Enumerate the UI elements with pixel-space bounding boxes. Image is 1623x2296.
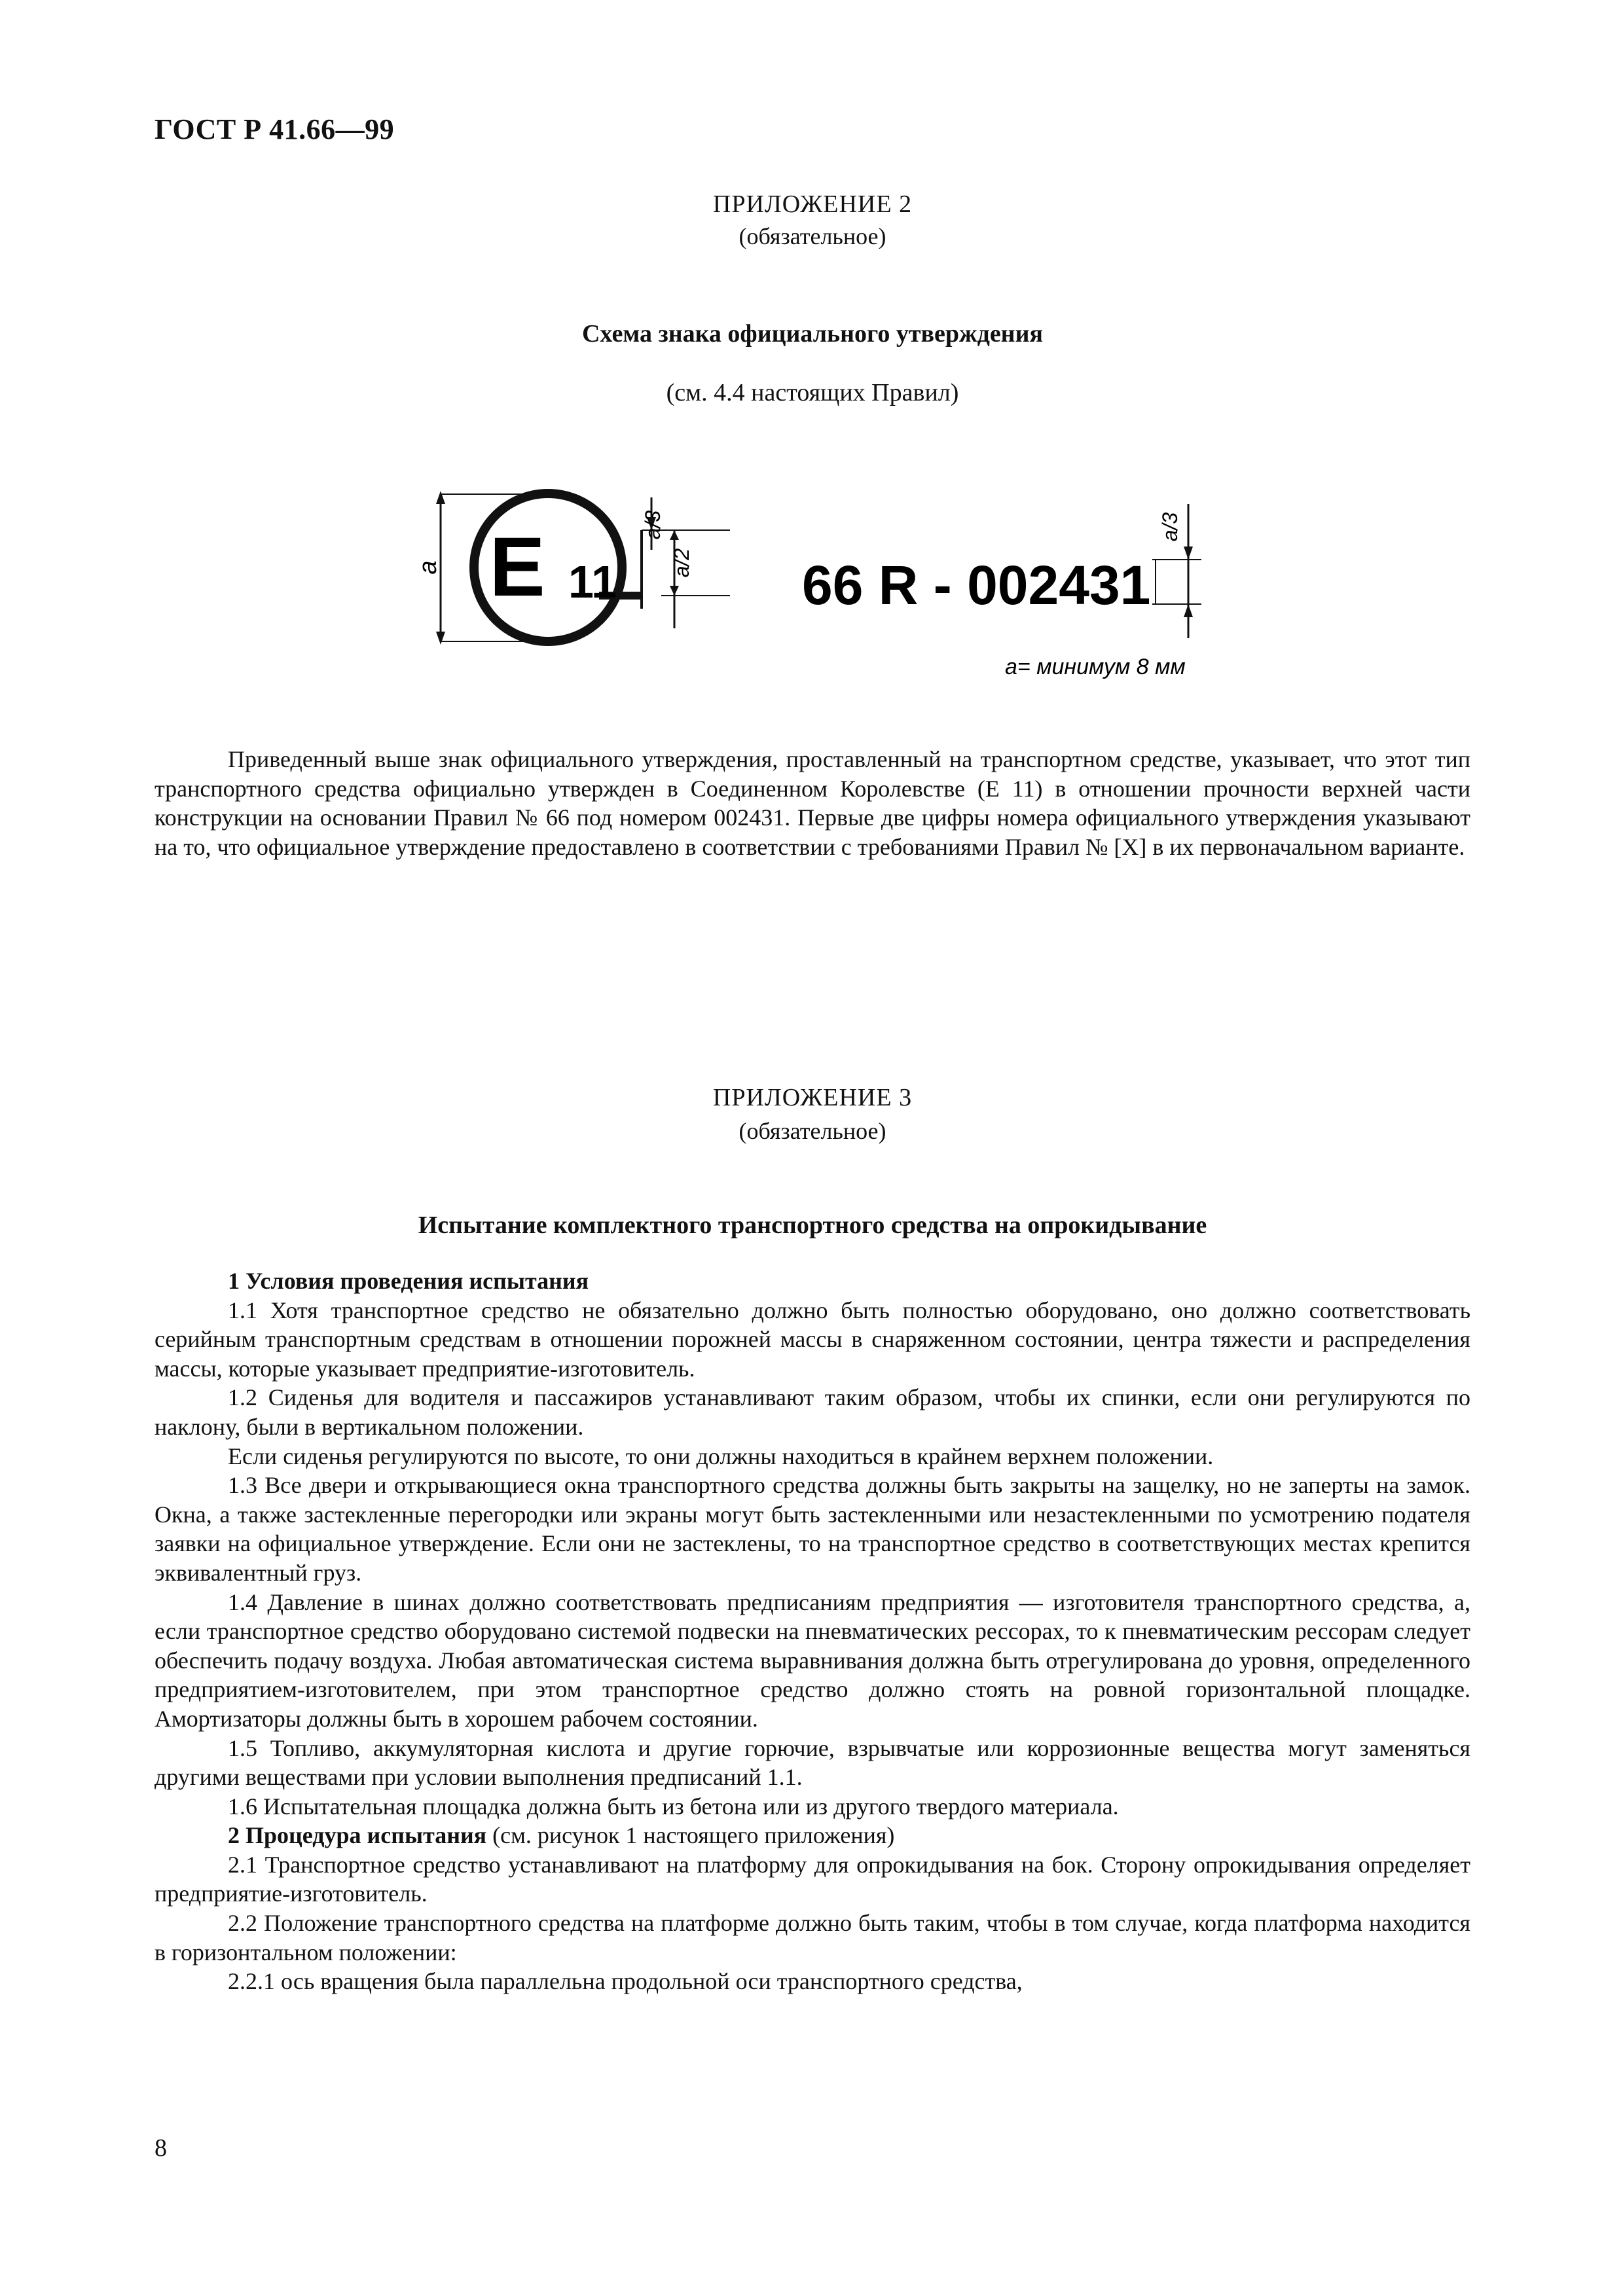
paragraph-1-6: 1.6 Испытательная площадка должна быть из бетона или из другого твердого материала. bbox=[228, 1793, 1119, 1820]
page-number: 8 bbox=[155, 2134, 167, 2162]
paragraph-1-3: 1.3 Все двери и открывающиеся окна транспортного средства должны быть закрыты на защелку, но не заперты на замок. Окна, а также застекленные перегородки или экраны могут быть застекленными или незастекленными по усмотрению подателя заявки на официальное утверждение. Если они не застеклены, то на транспортное средство в соответствующих местах крепится эквивалентный груз. bbox=[155, 1472, 1470, 1586]
appendix-3-heading: Испытание комплектного транспортного средства на опрокидывание bbox=[418, 1211, 1207, 1239]
appendix-2-title: ПРИЛОЖЕНИЕ 2 bbox=[712, 190, 913, 218]
appendix-2-paragraph: Приведенный выше знак официального утверждения, проставленный на транспортном средстве, указывает, что этот тип транспортного средства официально утвержден в Соединенном Королевстве (Е 11) в отношении прочности верхней части конструкции на основании Правил № 66 под номером 002431. Первые две цифры номера официального утверждения указывают на то, что официальное утверждение предоставлено в соответствии с требованиями Правил № [X] в их первоначальном варианте. bbox=[155, 746, 1470, 860]
appendix-2-paragraph-block bbox=[155, 745, 1470, 861]
section-2-paragraph bbox=[155, 1821, 1470, 1850]
section-2-title: 2 Процедура испытания bbox=[228, 1822, 487, 1849]
paragraph-1-2b: Если сиденья регулируются по высоте, то они должны находиться в крайнем верхнем положении. bbox=[228, 1443, 1214, 1469]
dim-a-label: a bbox=[414, 560, 442, 575]
section-1-title: 1 Условия проведения испытания bbox=[228, 1268, 589, 1294]
approval-mark-diagram bbox=[393, 478, 1244, 694]
paragraph-1-4: 1.4 Давление в шинах должно соответствовать предписаниям предприятия — изготовителя транспортного средства, а, если транспортное средство оборудовано системой подвески на пневматических рессорах, то к пневматическим рессорам следует обеспечить подачу воздуха. Любая автоматическая система выравнивания должна быть отрегулирована до уровня, определенного предприятием-изготовителем, при этом транспортное средство должно стоять на ровной горизонтальной площадке. Амортизаторы должны быть в хорошем рабочем состоянии. bbox=[155, 1588, 1470, 1732]
section-2-reference: (см. рисунок 1 настоящего приложения) bbox=[486, 1822, 895, 1849]
paragraph-2-1: 2.1 Транспортное средство устанавливают на платформу для опрокидывания на бок. Сторону опрокидывания определяет предприятие-изготовитель. bbox=[155, 1851, 1470, 1907]
mark-size-note: a= минимум 8 мм bbox=[1005, 655, 1186, 679]
appendix-2-heading: Схема знака официального утверждения bbox=[581, 320, 1044, 348]
appendix-3-body bbox=[155, 1266, 1470, 1996]
paragraph-2-2: 2.2 Положение транспортного средства на платформе должно быть таким, чтобы в том случае, когда платформа находится в горизонтальном положении: bbox=[155, 1910, 1470, 1965]
dim-a3-left-label: a/3 bbox=[641, 510, 665, 540]
mark-letter: E bbox=[489, 520, 545, 614]
dim-a2-label: a/2 bbox=[670, 548, 693, 578]
approval-number-text: 66 R - 002431 bbox=[802, 554, 1151, 616]
mark-country-code: 11 bbox=[568, 556, 617, 607]
paragraph-1-1: 1.1 Хотя транспортное средство не обязательно должно быть полностью оборудовано, оно должно соответствовать серийным транспортным средствам в отношении порожней массы в снаряженном состоянии, центра тяжести и распределения массы, которые указывает предприятие-изготовитель. bbox=[155, 1297, 1470, 1382]
appendix-3-title: ПРИЛОЖЕНИЕ 3 bbox=[712, 1084, 913, 1111]
appendix-2-subtitle: (обязательное) bbox=[739, 223, 886, 249]
dim-a3-right-label: a/3 bbox=[1158, 512, 1182, 542]
paragraph-1-5: 1.5 Топливо, аккумуляторная кислота и другие горючие, взрывчатые или коррозионные вещества могут заменяться другими веществами при условии выполнения предписаний 1.1. bbox=[155, 1734, 1470, 1791]
paragraph-1-2: 1.2 Сиденья для водителя и пассажиров устанавливают таким образом, чтобы их спинки, если они регулируются по наклону, были в вертикальном положении. bbox=[155, 1384, 1470, 1440]
paragraph-2-2-1: 2.2.1 ось вращения была параллельна продольной оси транспортного средства, bbox=[228, 1968, 1023, 1995]
appendix-3-subtitle: (обязательное) bbox=[739, 1118, 886, 1144]
appendix-2-reference: (см. 4.4 настоящих Правил) bbox=[666, 379, 959, 406]
document-code: ГОСТ Р 41.66—99 bbox=[155, 113, 395, 145]
